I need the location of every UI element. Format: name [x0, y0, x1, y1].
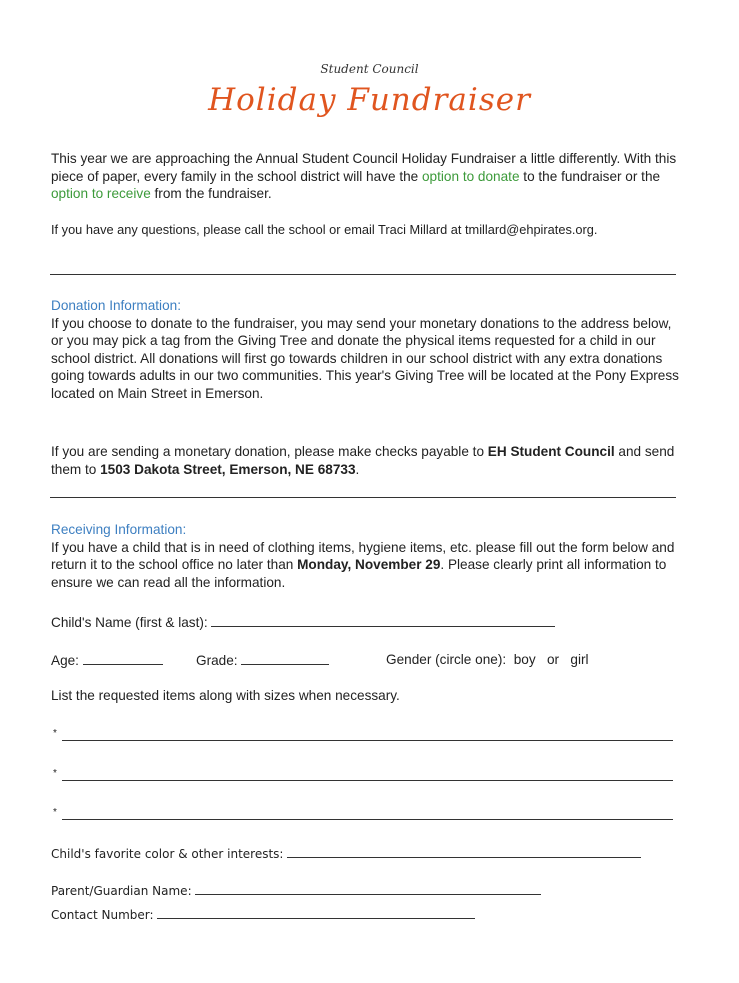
bullet-star: * [53, 807, 57, 818]
favorite-label: Child's favorite color & other interests: [51, 847, 284, 861]
contact-number-field[interactable] [157, 906, 475, 919]
bullet-star: * [53, 728, 57, 739]
grade-field[interactable] [241, 652, 329, 665]
item-line-rule [62, 740, 673, 741]
item-line-rule [62, 819, 673, 820]
intro-text-2: to the fundraiser or the [519, 168, 661, 184]
section-divider [50, 497, 676, 498]
receiving-body [51, 539, 681, 592]
checks-text-3: . [355, 461, 360, 477]
item-line-1[interactable] [53, 724, 673, 746]
grade-label: Grade: [196, 653, 238, 668]
gender-label: Gender (circle one): [386, 652, 507, 667]
contact-paragraph: If you have any questions, please call the school or email Traci Millard at tmillard@ehpirates.org. [51, 222, 598, 237]
receiving-text-2: . Please clearly print all information to ensure we can read all the information. [51, 557, 667, 590]
checks-text-2: and send them to [51, 444, 675, 477]
grade-group [196, 652, 329, 668]
intro-text-1: This year we are approaching the Annual Student Council Holiday Fundraiser a little differently. With this piece of paper, every family in the school district will have the [51, 151, 677, 184]
donation-body: If you choose to donate to the fundraiser, you may send your monetary donations to the address below, or you may pick a tag from the Giving Tree and donate the physical items requested for a child in our school district. All donations will first go towards children in our school district with any extra donations going towards adults in our two communities. This year's Giving Tree will be located at the Pony Express located on Main Street in Emerson. [51, 315, 679, 401]
favorite-row [51, 845, 641, 861]
list-prompt: List the requested items along with sizes when necessary. [51, 688, 400, 703]
page-title: Holiday Fundraiser [208, 82, 531, 118]
gender-or-text: or [546, 652, 560, 667]
donation-section [51, 297, 681, 402]
receiving-section [51, 521, 681, 591]
child-name-label: Child's Name (first & last): [51, 615, 208, 630]
parent-field[interactable] [195, 882, 541, 895]
item-line-3[interactable] [53, 803, 673, 825]
payee-text: EH Student Council [487, 444, 615, 459]
gender-option-boy[interactable]: boy [513, 652, 536, 667]
parent-label: Parent/Guardian Name: [51, 884, 192, 898]
contact-number-row [51, 906, 475, 922]
deadline-text: Monday, November 29 [297, 557, 441, 572]
intro-paragraph [51, 150, 681, 203]
intro-text-3: from the fundraiser. [150, 186, 272, 201]
contact-number-label: Contact Number: [51, 908, 154, 922]
child-name-field[interactable] [211, 614, 555, 627]
receiving-text-1: If you have a child that is in need of clothing items, hygiene items, etc. please fill out the form below and return it to the school office no later than [51, 539, 675, 572]
child-name-row [51, 614, 555, 630]
item-line-2[interactable] [53, 764, 673, 786]
age-label: Age: [51, 653, 79, 668]
item-line-rule [62, 780, 673, 781]
kicker-text: Student Council [320, 62, 419, 76]
option-receive-text: option to receive [51, 186, 151, 201]
parent-row [51, 882, 541, 898]
age-field[interactable] [83, 652, 163, 665]
gender-option-girl[interactable]: girl [570, 652, 589, 667]
option-donate-text: option to donate [422, 168, 520, 184]
receiving-heading: Receiving Information: [51, 522, 187, 537]
section-divider [50, 274, 676, 275]
age-group [51, 652, 163, 668]
donation-heading: Donation Information: [51, 298, 181, 313]
bullet-star: * [53, 768, 57, 779]
gender-group [386, 652, 589, 667]
favorite-field[interactable] [287, 845, 641, 858]
checks-paragraph [51, 443, 681, 478]
checks-text-1: If you are sending a monetary donation, please make checks payable to [51, 444, 488, 459]
address-text: 1503 Dakota Street, Emerson, NE 68733 [100, 461, 356, 477]
